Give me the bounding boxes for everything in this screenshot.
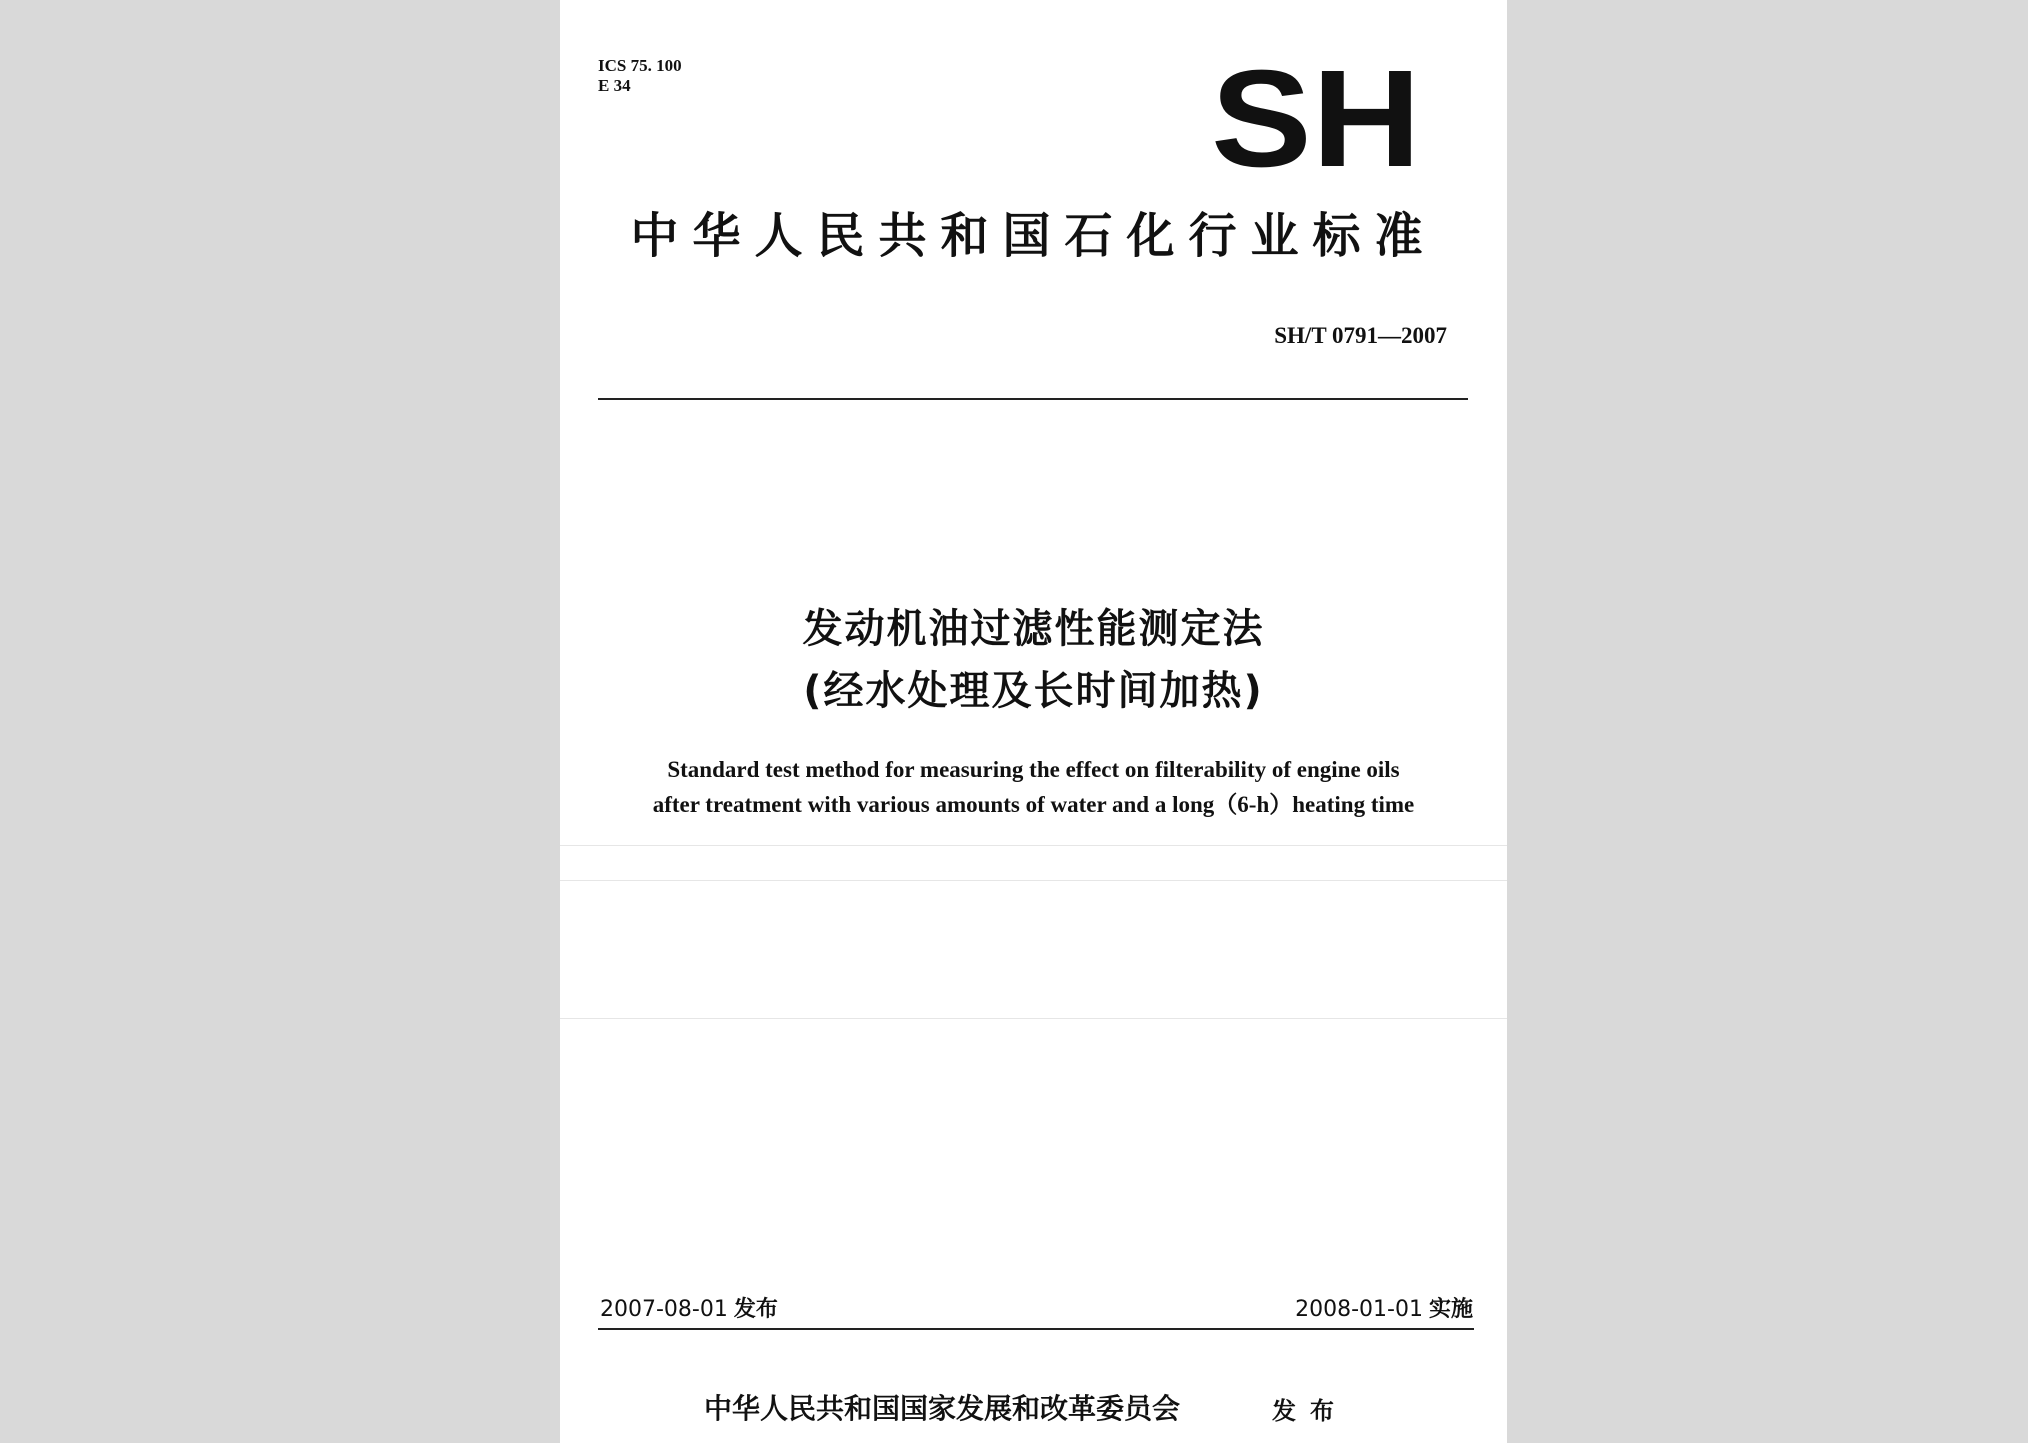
- issuing-body-title: 中华人民共和国石化行业标准: [630, 208, 1437, 264]
- scan-artifact-line: [560, 880, 1507, 881]
- ics-code: ICS 75. 100: [598, 56, 682, 75]
- sh-logo: [1206, 48, 1426, 182]
- standard-number: SH/T 0791—2007: [1274, 323, 1447, 348]
- issue-date: 2007-08-01: [600, 1297, 728, 1322]
- document-page: [560, 0, 1507, 1443]
- implement-date-block: [1295, 1295, 1473, 1325]
- implement-date: 2008-01-01: [1295, 1297, 1423, 1322]
- implement-label: 实施: [1428, 1297, 1473, 1322]
- title-cn-line1: 发动机油过滤性能测定法: [802, 606, 1265, 652]
- footer-divider: [598, 1328, 1474, 1330]
- issuer-name: 中华人民共和国国家发展和改革委员会: [704, 1392, 1181, 1425]
- scan-artifact-line: [560, 1018, 1507, 1019]
- issue-label: 发布: [733, 1297, 778, 1322]
- issue-date-block: [600, 1295, 778, 1325]
- classification-codes: [598, 56, 682, 96]
- header-divider: [598, 398, 1468, 400]
- issuer-verb: 发布: [1272, 1397, 1348, 1425]
- title-cn-line2: (经水处理及长时间加热): [803, 668, 1264, 714]
- scan-artifact-line: [560, 845, 1507, 846]
- title-en-line2: after treatment with various amounts of water and a long（6-h）heating time: [652, 792, 1415, 817]
- title-en-line1: Standard test method for measuring the effect on filterability of engine oils: [667, 757, 1400, 782]
- class-code: E 34: [598, 76, 631, 95]
- sh-logo-text: SH: [1211, 48, 1421, 182]
